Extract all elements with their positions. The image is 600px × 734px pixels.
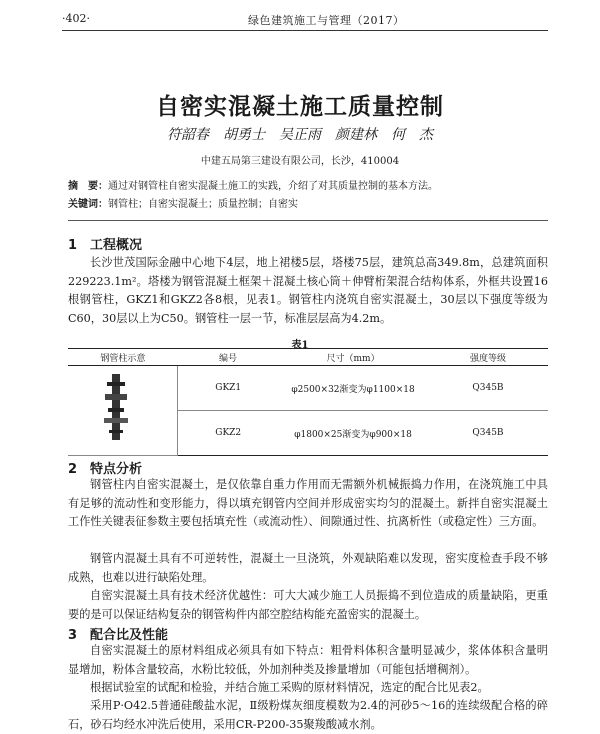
column-grade: Q345B [428, 411, 548, 456]
section-1-paragraph: 长沙世茂国际金融中心地下4层，地上裙楼5层，塔楼75层，建筑总高349.8m，总建筑面积229223.1m²。塔楼为钢管混凝土框架＋混凝土核心筒＋伸臂桁架混合结构体系，外框共设置16根钢管柱，GKZ1和GKZ2各8根，见表1。钢管柱内浇筑自密实混凝土，30层以下强度等级为C60，30层以上为C50。钢管柱一层一节，标准层层高为4.2m。 [68, 256, 548, 325]
steel-column-table [68, 348, 548, 456]
keywords [68, 196, 548, 214]
section-heading-1: 1 工程概况 [68, 238, 143, 253]
divider [68, 220, 548, 221]
column-size: φ2500×32渐变为φ1100×18 [278, 366, 428, 411]
table-header: 编号 [178, 349, 278, 366]
keywords-text: 钢管柱；自密实混凝土；质量控制；自密实 [108, 199, 298, 210]
table-header: 钢管柱示意 [68, 349, 178, 366]
column-illustration-cell [68, 366, 178, 456]
column-id: GKZ2 [178, 411, 278, 456]
running-header [62, 10, 548, 31]
column-size: φ1800×25渐变为φ900×18 [278, 411, 428, 456]
section-3-paragraph: 采用P·O42.5普通硅酸盐水泥，Ⅱ级粉煤灰细度模数为2.4的河砂5～16的连续级配合格的碎石，砂石均经水冲洗后使用，采用CR-P200-35聚羧酸减水剂。 [68, 699, 548, 731]
section-3-paragraph: 自密实混凝土的原材料组成必须具有如下特点：粗骨料体积含量明显减少，浆体体积含量明显增加，粉体含量较高，水粉比较低，外加剂种类及掺量增加（可能包括增稠剂）。 [68, 644, 548, 676]
keywords-label: 关键词： [68, 199, 108, 210]
section-2-paragraph: 钢管柱内自密实混凝土，是仅依靠自重力作用而无需额外机械振捣力作用，在浇筑施工中具有足够的流动性和变形能力，得以填充钢管内空间并形成密实均匀的混凝土。新拌自密实混凝土工作性关键表征参数主要包括填充性（或流动性）、间隙通过性、抗离析性（或稳定性）三方面。 [68, 478, 548, 528]
section-heading-3: 3 配合比及性能 [68, 628, 169, 643]
column-id: GKZ1 [178, 366, 278, 411]
table-header: 尺寸（mm） [278, 349, 428, 366]
abstract-text: 通过对钢管柱自密实混凝土施工的实践，介绍了对其质量控制的基本方法。 [108, 181, 438, 192]
section-heading-2: 2 特点分析 [68, 462, 143, 477]
paper-title: 自密实混凝土施工质量控制 [156, 93, 444, 120]
column-grade: Q345B [428, 366, 548, 411]
abstract-label: 摘 要： [68, 181, 108, 192]
section-2-paragraph: 自密实混凝土具有技术经济优越性：可大大减少施工人员振捣不到位造成的质量缺陷，更重要的是可以保证结构复杂的钢管构件内部空腔结构能充盈密实的混凝土。 [68, 589, 548, 621]
affiliation: 中建五局第三建设有限公司，长沙，410004 [200, 156, 400, 167]
authors: 符韶春 胡勇士 吴正雨 颜建林 何 杰 [167, 127, 433, 143]
steel-column-image [98, 372, 134, 442]
section-3-paragraph: 根据试验室的试配和检验，并结合施工采购的原材料情况，选定的配合比见表2。 [90, 681, 489, 694]
page-number: ·402· [62, 12, 90, 25]
table-header: 强度等级 [428, 349, 548, 366]
journal-title: 绿色建筑施工与管理（2017） [248, 14, 405, 27]
table-caption: 表1 [291, 340, 309, 351]
table-row [68, 366, 548, 411]
abstract [68, 178, 548, 196]
section-2-paragraph: 钢管内混凝土具有不可逆转性，混凝土一旦浇筑，外观缺陷难以发现，密实度检查手段不够成熟，也难以进行缺陷处理。 [68, 552, 548, 584]
